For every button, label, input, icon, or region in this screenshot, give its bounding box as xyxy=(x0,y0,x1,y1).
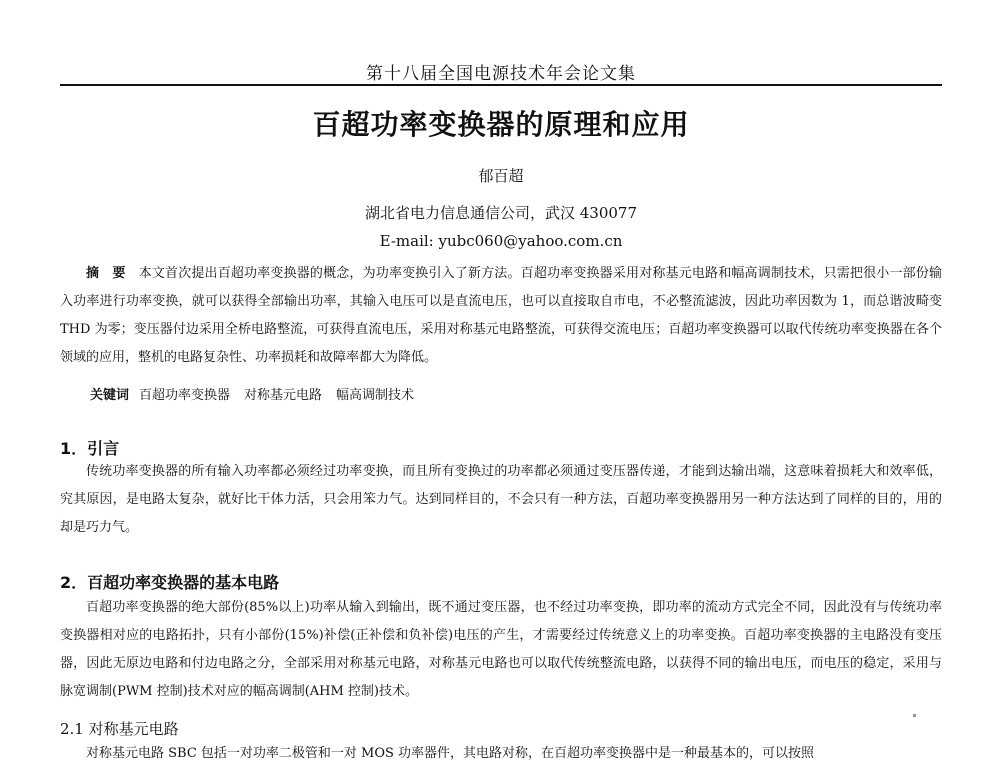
abstract-label: 摘 要 xyxy=(86,266,126,281)
author-email: E-mail: yubc060@yahoo.com.cn xyxy=(379,232,623,250)
abstract-text: 本文首次提出百超功率变换器的概念，为功率变换引入了新方法。百超功率变换器采用对称基元电路和幅高调制技术，只需把很小一部份输入功率进行功率变换，就可以获得全部输出功率，其输入电压可以是直流电压，也可以直接取自市电，不必整流滤波，因此功率因数为 1，而总谐波畸变 THD 为零；变压器付边采用全桥电路整流，可获得直流电压，采用对称基元电路整流，可获得交流电压；百超功率变换器可以取代传统功率变换器在各个领域的应用，整机的电路复杂性、功率损耗和故障率都大为降低。 xyxy=(60,266,942,365)
running-head: 第十八届全国电源技术年会论文集 xyxy=(366,64,636,84)
header-rule xyxy=(60,84,942,86)
keywords-label: 关键词 xyxy=(90,388,130,403)
subsection-text: 对称基元电路 SBC 包括一对功率二极管和一对 MOS 功率器件，其电路对称，在百超功率变换器中是一种最基本的，可以按照 xyxy=(86,746,815,761)
keyword-item: 幅高调制技术 xyxy=(336,388,415,403)
subsection-heading: 2.1 对称基元电路 xyxy=(60,720,179,738)
scan-speck xyxy=(913,714,916,717)
paper-title: 百超功率变换器的原理和应用 xyxy=(312,108,690,141)
section-heading-introduction: 1．引言 xyxy=(60,439,120,458)
keywords xyxy=(90,382,418,410)
keyword-item: 对称基元电路 xyxy=(244,388,323,403)
keyword-item: 百超功率变换器 xyxy=(139,388,231,403)
section-heading-basic-circuit: 2．百超功率变换器的基本电路 xyxy=(60,573,280,592)
abstract xyxy=(60,260,942,372)
section-text-basic-circuit: 百超功率变换器的绝大部份(85%以上)功率从输入到输出，既不通过变压器，也不经过功率变换，即功率的流动方式完全不同，因此没有与传统功率变换器相对应的电路拓扑，只有小部份(15%)补偿(正补偿和负补偿)电压的产生，才需要经过传统意义上的功率变换。百超功率变换器的主电路没有变压器，因此无原边电路和付边电路之分，全部采用对称基元电路，对称基元电路也可以取代传统整流电路，以获得不同的输出电压，而电压的稳定，采用与脉宽调制(PWM 控制)技术对应的幅高调制(AHM 控制)技术。 xyxy=(60,600,942,699)
author-affiliation: 湖北省电力信息通信公司，武汉 430077 xyxy=(364,204,638,222)
author-name: 郁百超 xyxy=(478,167,524,185)
section-text-introduction: 传统功率变换器的所有输入功率都必须经过功率变换，而且所有变换过的功率都必须通过变压器传递，才能到达输出端，这意味着损耗大和效率低，究其原因，是电路太复杂，就好比干体力活，只会用笨力气。达到同样目的，不会只有一种方法，百超功率变换器用另一种方法达到了同样的目的，用的却是巧力气。 xyxy=(60,464,942,535)
